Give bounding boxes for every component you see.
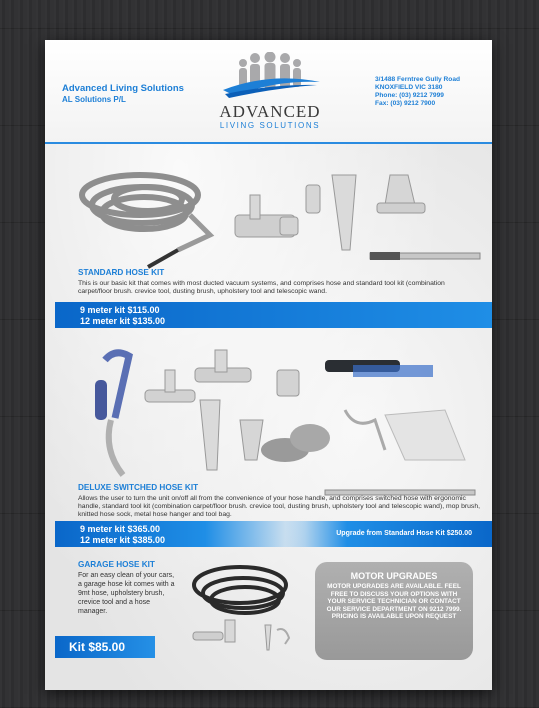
- garage-kit-price: Kit $85.00: [55, 636, 155, 658]
- standard-kit-price-band: [55, 302, 492, 328]
- address-block: [375, 76, 460, 108]
- deluxe-kit-title: DELUXE SWITCHED HOSE KIT: [78, 483, 199, 492]
- garage-kit-image: [185, 560, 310, 655]
- logo-wordmark: ADVANCED: [219, 102, 321, 121]
- company-name: Advanced Living Solutions: [62, 83, 184, 94]
- logo-tagline: LIVING SOLUTIONS: [219, 121, 321, 130]
- deluxe-kit-description: Allows the user to turn the unit on/off all from the convenience of your hose handle, and comprises switched hose with ergonomic handle, standard tool kit (combination carpet/floor brush. crevice tool, dusting brush, upholstery tool and telescopic wand), mop brush, knitted hose sock, metal hose hanger and tool bag.: [78, 495, 480, 519]
- header: [45, 40, 492, 144]
- motor-upgrades-panel: [315, 562, 473, 660]
- standard-kit-description: This is our basic kit that comes with most ducted vacuum systems, and comprises hose and standard tool kit (combination carpet/floor brush. crevice tool, dusting brush, upholstery tool and telescopic wand.: [78, 280, 445, 296]
- company-logo: [195, 52, 345, 134]
- standard-price-12m: 12 meter kit $135.00: [80, 315, 166, 326]
- standard-price-9m: 9 meter kit $115.00: [80, 305, 160, 315]
- standard-kit-title: STANDARD HOSE KIT: [78, 268, 165, 277]
- deluxe-price-12m: 12 meter kit $385.00: [80, 534, 166, 545]
- garage-kit-description: For an easy clean of your cars, a garage hose kit comes with a 9mt hose, upholstery brush, crevice tool and a hose manager.: [78, 572, 175, 615]
- deluxe-kit-image: [85, 340, 485, 480]
- motor-upgrades-title: MOTOR UPGRADES: [350, 571, 438, 581]
- logo-figures-icon: [195, 52, 345, 102]
- garage-kit-title: GARAGE HOSE KIT: [78, 560, 155, 569]
- fax-line: Fax: (03) 9212 7900: [375, 100, 436, 107]
- deluxe-kit-price-band: [55, 521, 305, 547]
- motor-upgrades-body: MOTOR UPGRADES ARE AVAILABLE. FEEL FREE TO DISCUSS YOUR OPTIONS WITH YOUR SERVICE TECHNICIAN OR CONTACT OUR SERVICE DEPARTMENT ON 9212 7999. PRICING IS AVAILABLE UPON REQUEST: [326, 583, 462, 621]
- phone-line: Phone: (03) 9212 7999: [375, 92, 444, 99]
- company-sub: AL Solutions P/L: [62, 95, 126, 104]
- company-block: [62, 83, 184, 104]
- brochure-page: [45, 40, 492, 690]
- deluxe-price-9m: 9 meter kit $365.00: [80, 524, 161, 534]
- address-line: KNOXFIELD VIC 3180: [375, 84, 443, 91]
- upgrade-price-band: Upgrade from Standard Hose Kit $250.00: [285, 521, 492, 547]
- standard-kit-image: [70, 165, 490, 275]
- address-line: 3/1488 Ferntree Gully Road: [375, 76, 461, 83]
